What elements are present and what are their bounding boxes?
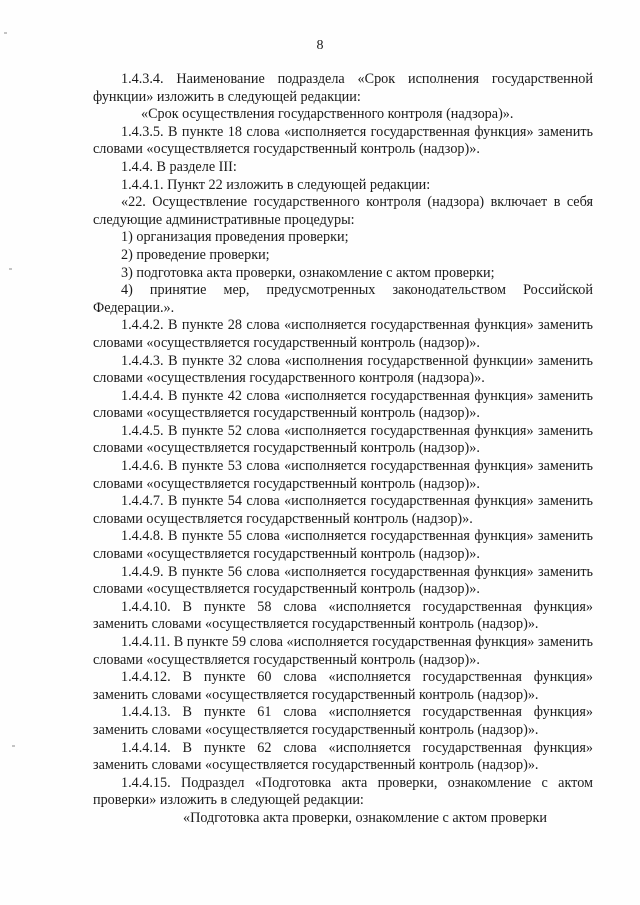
page-number: 8 [316, 38, 324, 53]
paragraph-p2: «Срок осуществления государственного контроля (надзора)». [141, 106, 514, 123]
paragraph-p1: 1.4.3.4. Наименование подраздела «Срок исполнения государственной функции» изложить в следующей редакции: [93, 71, 593, 105]
paragraph-p19: 1.4.4.10. В пункте 58 слова «исполняется государственная функция» заменить словами «осуществляется государственный контроль (надзор)». [93, 598, 593, 633]
scan-artifact [4, 32, 7, 34]
paragraph-p24: 1.4.4.15. Подраздел «Подготовка акта проверки, ознакомление с актом проверки» изложить в следующей редакции: [93, 774, 593, 809]
paragraph-p15: 1.4.4.6. В пункте 53 слова «исполняется государственная функция» заменить словами «осуществляется государственный контроль (надзор)». [93, 458, 593, 492]
paragraph-p14: 1.4.4.5. В пункте 52 слова «исполняется государственная функция» заменить словами «осуществляется государственный контроль (надзор)». [93, 422, 593, 457]
paragraph-p22: 1.4.4.13. В пункте 61 слова «исполняется государственная функция» заменить словами «осуществляется государственный контроль (надзор)». [93, 704, 593, 738]
paragraph-p23: 1.4.4.14. В пункте 62 слова «исполняется государственная функция» заменить словами «осуществляется государственный контроль (надзор)». [93, 739, 593, 774]
paragraph-p16: 1.4.4.7. В пункте 54 слова «исполняется государственная функция» заменить словами осуществляется государственный контроль (надзор)». [93, 493, 593, 527]
paragraph-p17: 1.4.4.8. В пункте 55 слова «исполняется государственная функция» заменить словами «осуществляется государственный контроль (надзор)». [93, 528, 593, 563]
scan-artifact [12, 745, 15, 747]
paragraph-p25: «Подготовка акта проверки, ознакомление с актом проверки [183, 809, 547, 826]
document-body [93, 71, 593, 828]
paragraph-p18: 1.4.4.9. В пункте 56 слова «исполняется государственная функция» заменить словами «осуществляется государственный контроль (надзор)». [93, 563, 593, 598]
paragraph-p11: 1.4.4.2. В пункте 28 слова «исполняется государственная функция» заменить словами «осуществляется государственный контроль (надзор)». [93, 317, 593, 351]
paragraph-p12: 1.4.4.3. В пункте 32 слова «исполнения государственной функции» заменить словами «осуществления государственного контроля (надзора)». [93, 352, 593, 387]
paragraph-p5: 1.4.4.1. Пункт 22 изложить в следующей редакции: [121, 176, 431, 193]
paragraph-p13: 1.4.4.4. В пункте 42 слова «исполняется государственная функция» заменить словами «осуществляется государственный контроль (надзор)». [93, 387, 593, 422]
scan-artifact [9, 268, 12, 270]
paragraph-p9: 3) подготовка акта проверки, ознакомление с актом проверки; [121, 264, 495, 281]
paragraph-p7: 1) организация проведения проверки; [121, 229, 349, 246]
paragraph-p8: 2) проведение проверки; [121, 246, 270, 263]
paragraph-p3: 1.4.3.5. В пункте 18 слова «исполняется государственная функция» заменить словами «осуществляется государственный контроль (надзор)». [93, 123, 593, 158]
paragraph-p20: 1.4.4.11. В пункте 59 слова «исполняется государственная функция» заменить словами «осуществляется государственный контроль (надзор)». [93, 634, 593, 668]
paragraph-p21: 1.4.4.12. В пункте 60 слова «исполняется государственная функция» заменить словами «осуществляется государственный контроль (надзор)». [93, 669, 593, 703]
paragraph-p4: 1.4.4. В разделе III: [121, 158, 237, 175]
paragraph-p6: «22. Осуществление государственного контроля (надзора) включает в себя следующие административные процедуры: [93, 194, 593, 228]
paragraph-p10: 4) принятие мер, предусмотренных законодательством Российской Федерации.». [93, 282, 593, 316]
